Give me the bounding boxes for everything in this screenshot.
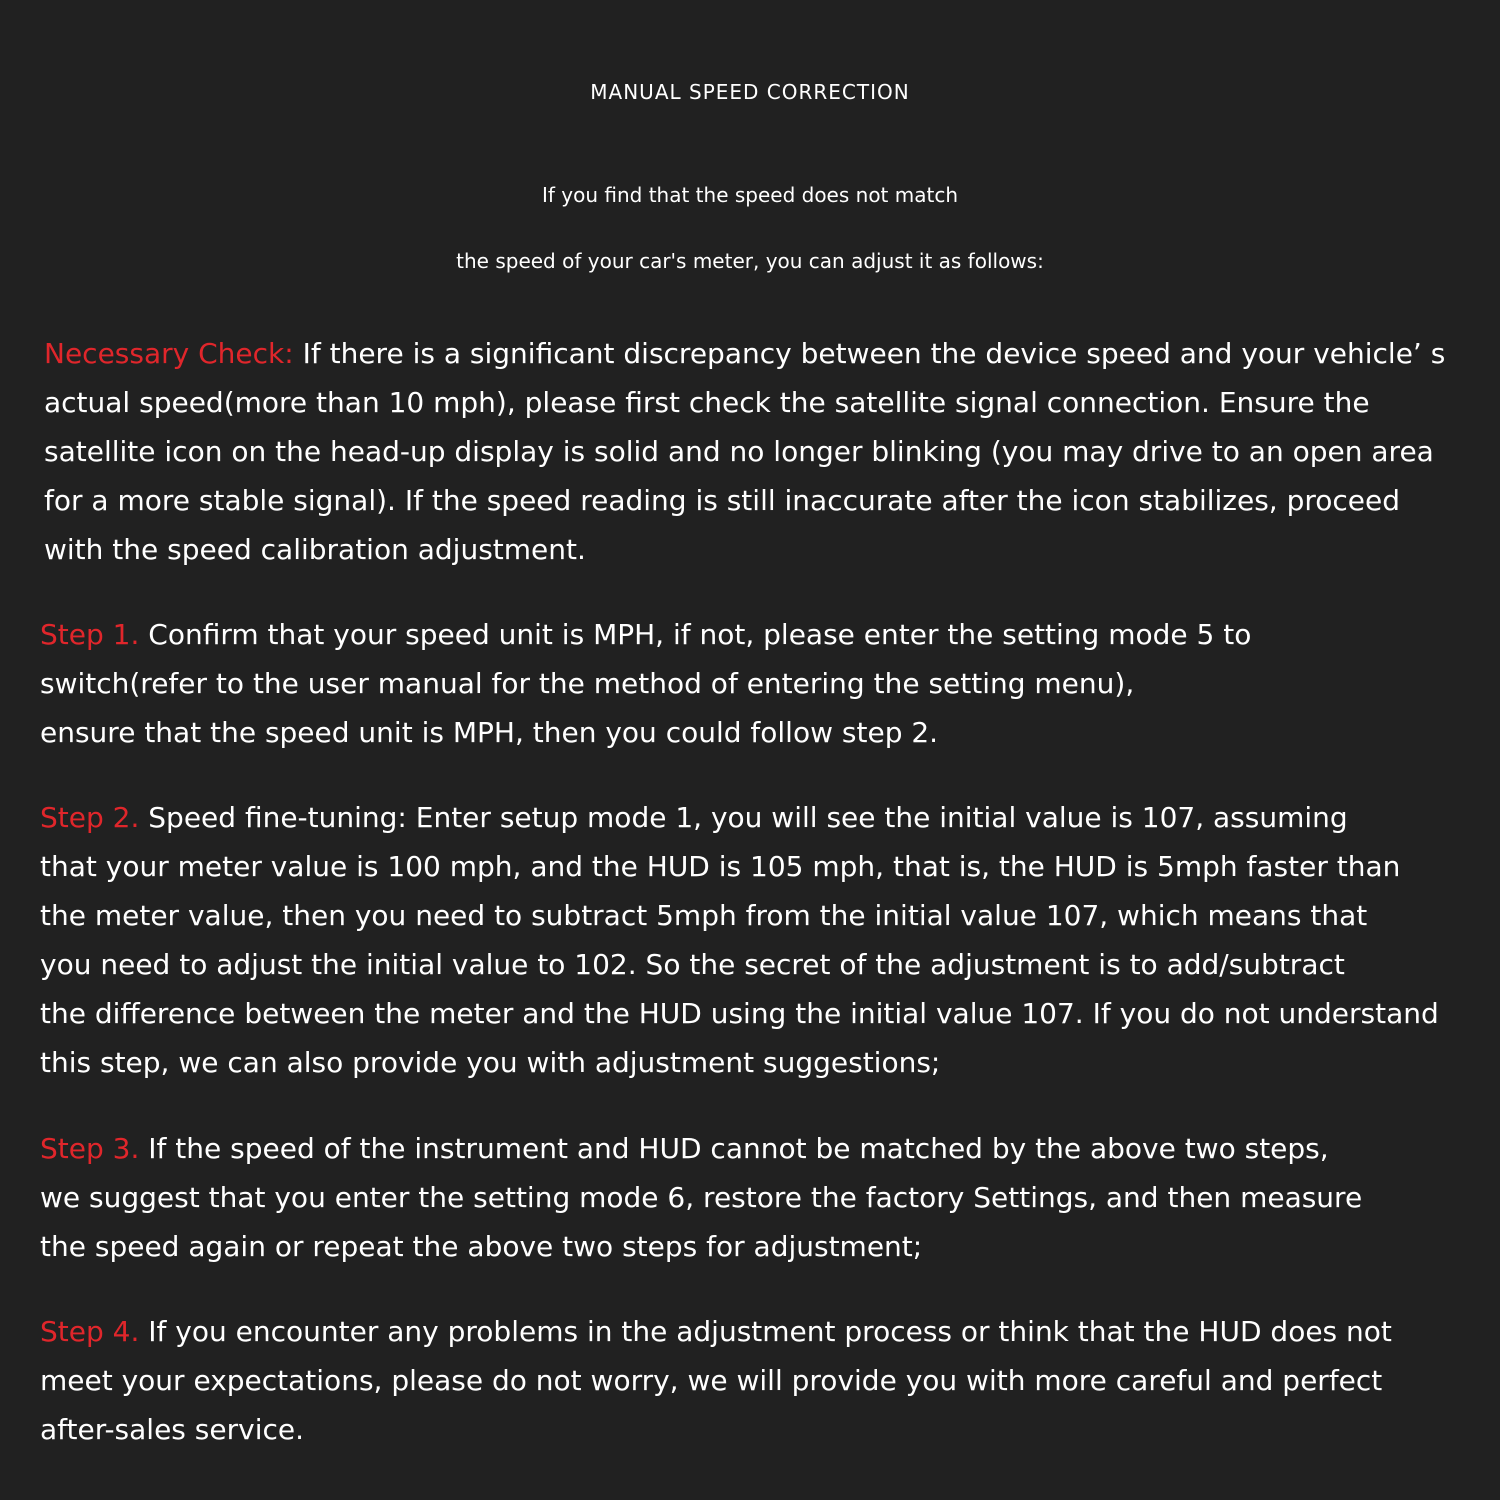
- step-3-paragraph: [40, 1124, 1362, 1271]
- text-line: with the speed calibration adjustment.: [44, 533, 586, 566]
- step-2-label: Step 2.: [40, 801, 140, 834]
- text-line: the meter value, then you need to subtract 5mph from the initial value 107, which means that: [40, 899, 1368, 932]
- step-4-paragraph: [40, 1307, 1392, 1454]
- text-line: [40, 610, 1251, 659]
- text-line: [40, 1307, 1392, 1356]
- page-title: MANUAL SPEED CORRECTION: [590, 80, 910, 104]
- text-line: we suggest that you enter the setting mode 6, restore the factory Settings, and then measure: [40, 1181, 1363, 1214]
- text-line: the speed again or repeat the above two steps for adjustment;: [40, 1230, 923, 1263]
- line-text: If the speed of the instrument and HUD cannot be matched by the above two steps,: [139, 1132, 1329, 1165]
- text-line: switch(refer to the user manual for the method of entering the setting menu),: [40, 667, 1135, 700]
- step-1-label: Step 1.: [40, 618, 140, 651]
- step-3-label: Step 3.: [40, 1132, 140, 1165]
- text-line: that your meter value is 100 mph, and the HUD is 105 mph, that is, the HUD is 5mph faster than: [40, 850, 1401, 883]
- text-line: for a more stable signal). If the speed reading is still inaccurate after the icon stabilizes, proceed: [44, 484, 1401, 517]
- text-line: meet your expectations, please do not worry, we will provide you with more careful and perfect: [40, 1364, 1383, 1397]
- text-line: [40, 1124, 1362, 1173]
- line-text: If there is a significant discrepancy between the device speed and your vehicle’ s: [293, 337, 1446, 370]
- step-1-paragraph: [40, 610, 1251, 757]
- line-text: Speed fine-tuning: Enter setup mode 1, you will see the initial value is 107, assuming: [139, 801, 1348, 834]
- text-line: the difference between the meter and the HUD using the initial value 107. If you do not understand: [40, 997, 1439, 1030]
- text-line: you need to adjust the initial value to 102. So the secret of the adjustment is to add/subtract: [40, 948, 1345, 981]
- text-line: ensure that the speed unit is MPH, then you could follow step 2.: [40, 716, 939, 749]
- text-line: [44, 329, 1445, 378]
- necessary-check-label: Necessary Check:: [44, 337, 294, 370]
- subtitle-line-1: If you find that the speed does not match: [541, 183, 959, 207]
- text-line: after-sales service.: [40, 1413, 304, 1446]
- subtitle-line-2: the speed of your car's meter, you can adjust it as follows:: [456, 249, 1044, 273]
- text-line: this step, we can also provide you with adjustment suggestions;: [40, 1046, 941, 1079]
- step-2-paragraph: [40, 793, 1439, 1087]
- necessary-check-paragraph: [44, 329, 1445, 574]
- line-text: If you encounter any problems in the adjustment process or think that the HUD does not: [139, 1315, 1392, 1348]
- step-4-label: Step 4.: [40, 1315, 140, 1348]
- text-line: [40, 793, 1439, 842]
- line-text: Confirm that your speed unit is MPH, if not, please enter the setting mode 5 to: [139, 618, 1252, 651]
- text-line: satellite icon on the head-up display is solid and no longer blinking (you may drive to an open area: [44, 435, 1434, 468]
- text-line: actual speed(more than 10 mph), please first check the satellite signal connection. Ensure the: [44, 386, 1370, 419]
